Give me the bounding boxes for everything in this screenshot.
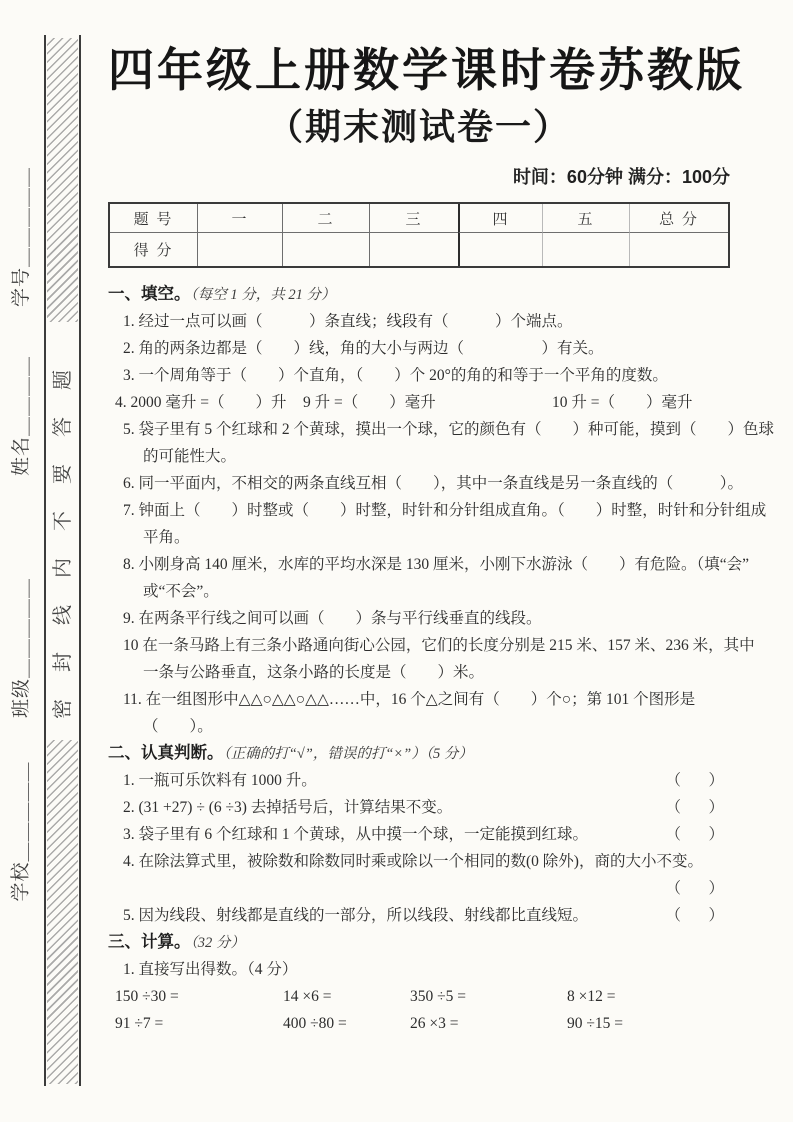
seal-hatch-bottom — [47, 740, 78, 1084]
section-heading-judge-note: （正确的打“√”，错误的打“×”）（5 分） — [223, 746, 473, 762]
judge-question-3-answer-paren: （ ） — [665, 826, 730, 843]
fill-question-4b: 9 升 =（ ）毫升 — [303, 394, 436, 411]
exam-subtitle: （期末测试卷一） — [266, 106, 571, 147]
fill-question-7: 7. 钟面上（ ）时整或（ ）时整，时针和分针组成直角。（ ）时整，时针和分针组成 — [123, 502, 767, 519]
score-table-header-cell: 三 — [370, 204, 458, 233]
fill-question-5-cont: 的可能性大。 — [143, 448, 237, 465]
section-heading-fill — [108, 281, 730, 308]
section-heading-judge-title: 二、认真判断。 — [108, 744, 224, 762]
fill-question-5: 5. 袋子里有 5 个红球和 2 个黄球，摸出一个球，它的颜色有（ ）种可能，摸到（ ）色球 — [123, 421, 775, 438]
calc-expression: 150 ÷30 = — [115, 988, 179, 1005]
judge-question-1-text: 1. 一瓶可乐饮料有 1000 升。 — [123, 772, 317, 789]
fill-question-4c: 10 升 =（ ）毫升 — [552, 394, 693, 411]
time-score-info: 时间：60分钟 满分：100分 — [512, 167, 730, 187]
fill-question-4a: 4. 2000 毫升 =（ ）升 — [115, 394, 287, 411]
score-cell — [543, 233, 630, 266]
seal-hatch-top — [47, 38, 78, 322]
calc-row-2 — [108, 1010, 730, 1037]
calc-expression: 91 ÷7 = — [115, 1015, 164, 1032]
calc-expression: 14 ×6 = — [283, 988, 332, 1005]
calc-expression: 350 ÷5 = — [410, 988, 466, 1005]
calc-expression: 8 ×12 = — [567, 988, 616, 1005]
fill-question-4 — [108, 389, 730, 416]
fill-question-6: 6. 同一平面内，不相交的两条直线互相（ ），其中一条直线是另一条直线的（ ）。 — [123, 475, 744, 492]
score-cell — [283, 233, 370, 266]
score-table — [108, 202, 730, 268]
score-row-label: 得 分 — [110, 233, 198, 266]
judge-question-2-answer-paren: （ ） — [665, 799, 730, 816]
question-area — [108, 281, 775, 1037]
fill-question-8: 8. 小刚身高 140 厘米，水库的平均水深是 130 厘米，小刚下水游泳（ ）有危险。（填“会” — [123, 556, 750, 573]
fill-question-1: 1. 经过一点可以画（ ）条直线；线段有（ ）个端点。 — [123, 313, 573, 330]
section-heading-calc-title: 三、计算。 — [108, 933, 191, 951]
calc-expression: 400 ÷80 = — [283, 1015, 347, 1032]
section-heading-calc-note: （32 分） — [190, 935, 245, 951]
fill-question-3: 3. 一个周角等于（ ）个直角，（ ）个 20°的角的和等于一个平角的度数。 — [123, 367, 668, 384]
fill-question-10: 10 在一条马路上有三条小路通向街心公园，它们的长度分别是 215 米、157 米、236 米，其中 — [123, 637, 755, 654]
calc-expression: 90 ÷15 = — [567, 1015, 623, 1032]
score-table-header-cell: 四 — [458, 204, 543, 233]
score-cell — [458, 233, 543, 266]
fill-question-11-cont: （ ）。 — [143, 718, 213, 735]
judge-question-3 — [108, 821, 730, 848]
score-cell — [370, 233, 458, 266]
judge-question-5 — [108, 902, 730, 929]
seal-field-student-id: 学号＿＿＿＿＿ — [11, 166, 32, 307]
calc-row-1 — [108, 983, 730, 1010]
score-table-header-cell: 题 号 — [110, 204, 198, 233]
section-heading-calc — [108, 929, 730, 956]
calc-expression: 26 ×3 = — [410, 1015, 459, 1032]
seal-field-class: 班级＿＿＿＿＿ — [11, 577, 32, 718]
score-table-header-cell: 一 — [198, 204, 283, 233]
judge-question-4-answer-paren: （ ） — [665, 880, 730, 897]
judge-question-3-text: 3. 袋子里有 6 个红球和 1 个黄球，从中摸一个球，一定能摸到红球。 — [123, 826, 589, 843]
judge-question-5-answer-paren: （ ） — [665, 907, 730, 924]
seal-rule-right — [79, 35, 81, 1086]
judge-question-1-answer-paren: （ ） — [665, 772, 730, 789]
calc-subheading-1: 1. 直接写出得数。（4 分） — [123, 961, 298, 978]
judge-question-2-text: 2. (31 +27) ÷ (6 ÷3) 去掉括号后，计算结果不变。 — [123, 799, 453, 816]
fill-question-10-cont: 一条与公路垂直，这条小路的长度是（ ）米。 — [143, 664, 485, 681]
fill-question-7-cont: 平角。 — [143, 529, 190, 546]
seal-rule-left — [44, 35, 46, 1086]
score-table-header-cell: 二 — [283, 204, 370, 233]
fill-question-8-cont: 或“不会”。 — [143, 583, 219, 600]
fill-question-11: 11. 在一组图形中△△○△△○△△……中，16 个△之间有（ ）个○；第 101 个图形是 — [123, 691, 696, 708]
judge-question-1 — [108, 767, 730, 794]
score-table-header-cell: 五 — [543, 204, 630, 233]
section-heading-judge — [108, 740, 730, 767]
seal-field-name: 姓名＿＿＿＿ — [11, 355, 32, 476]
judge-question-2 — [108, 794, 730, 821]
exam-title: 四年级上册数学课时卷苏教版 — [108, 44, 745, 96]
judge-question-5-text: 5. 因为线段、射线都是直线的一部分，所以线段、射线都比直线短。 — [123, 907, 589, 924]
judge-question-4-text: 4. 在除法算式里，被除数和除数同时乘或除以一个相同的数(0 除外)，商的大小不变。 — [123, 853, 703, 870]
fill-question-9: 9. 在两条平行线之间可以画（ ）条与平行线垂直的线段。 — [123, 610, 542, 627]
section-heading-fill-title: 一、填空。 — [108, 285, 191, 303]
score-cell — [630, 233, 728, 266]
seal-field-school: 学校＿＿＿＿＿ — [10, 761, 32, 902]
fill-question-2: 2. 角的两条边都是（ ）线，角的大小与两边（ ）有关。 — [123, 340, 604, 357]
score-cell — [198, 233, 283, 266]
section-heading-fill-note: （每空 1 分，共 21 分） — [190, 287, 336, 303]
seal-line-text: 密封线内不要答题 — [52, 343, 74, 719]
score-table-header-cell: 总 分 — [630, 204, 728, 233]
